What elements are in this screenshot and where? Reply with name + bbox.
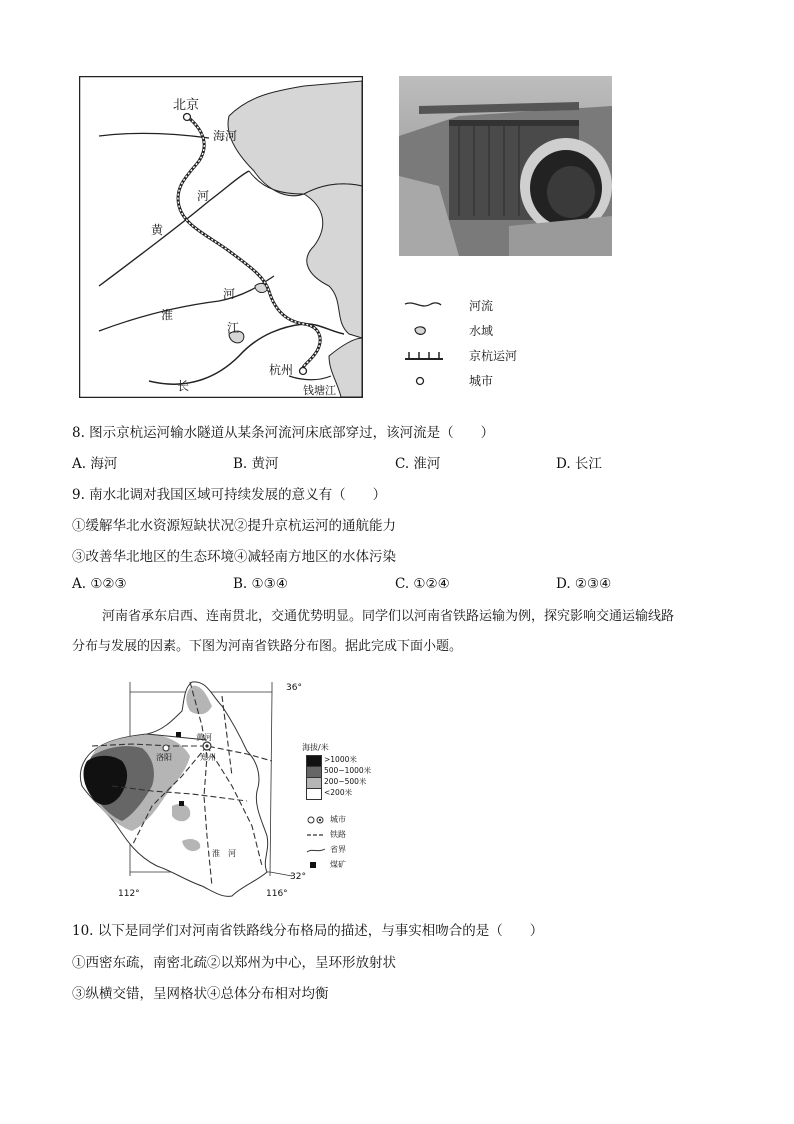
canal-map — [79, 76, 363, 398]
legend-elevation-title: 海拔/米 — [302, 743, 329, 752]
label-hangzhou: 杭州 — [269, 363, 294, 377]
elev-label-200: <200米 — [324, 788, 353, 797]
tunnel-photo-svg — [399, 76, 612, 256]
railway-icon — [306, 830, 326, 840]
water-area-icon — [403, 323, 443, 339]
q8-option-b[interactable]: B. 黄河 — [233, 456, 279, 472]
coal-mine-1 — [176, 732, 181, 737]
q9-statement-line1: ①缓解华北水资源短缺状况②提升京杭运河的通航能力 — [72, 518, 396, 534]
q10-stem: 10. 以下是同学们对河南省铁路线分布格局的描述，与事实相吻合的是（ ） — [72, 923, 544, 939]
elev-label-1000: >1000米 — [324, 755, 357, 764]
city-hangzhou — [300, 368, 307, 375]
q10-statement-line2: ③纵横交错，呈网格状④总体分布相对均衡 — [72, 986, 329, 1002]
q9-stem: 9. 南水北调对我国区域可持续发展的意义有（ ） — [72, 487, 387, 503]
label-he-huai: 河 — [223, 287, 236, 301]
legend-label-river: 河流 — [469, 299, 494, 313]
label-jiang: 江 — [227, 321, 240, 335]
q9-option-c[interactable]: C. ①②④ — [395, 576, 450, 592]
legend-label-coal: 煤矿 — [330, 860, 346, 869]
q8-option-a[interactable]: A. 海河 — [72, 456, 118, 472]
legend-label-city: 城市 — [469, 374, 494, 388]
legend-row-canal — [399, 346, 539, 366]
q9-statement-line2: ③改善华北地区的生态环境④减轻南方地区的水体污染 — [72, 549, 396, 565]
q8-stem: 8. 图示京杭运河输水隧道从某条河流河床底部穿过，该河流是（ ） — [72, 425, 495, 441]
passage-line1: 河南省承东启西、连南贯北，交通优势明显。同学们以河南省铁路运输为例，探究影响交通运输线路 — [102, 609, 675, 624]
q9-option-d[interactable]: D. ②③④ — [556, 576, 612, 592]
legend-label-railway: 铁路 — [330, 830, 346, 839]
canal-icon — [403, 348, 447, 364]
legend-row-river — [399, 296, 539, 316]
coal-mine-icon — [306, 860, 326, 870]
label-hai: 海 — [213, 129, 226, 143]
legend-label-canal: 京杭运河 — [469, 349, 518, 363]
legend-row-city — [399, 371, 539, 391]
city-icon — [403, 373, 443, 389]
label-qiantangjiang: 钱塘江 — [303, 384, 336, 397]
label-luoyang: 洛阳 — [156, 753, 172, 762]
label-lat-32: 32° — [290, 872, 306, 882]
henan-map-legend — [300, 742, 390, 892]
elev-swatch-200 — [306, 788, 322, 800]
label-huanghe: 黄河 — [196, 733, 212, 742]
river-icon — [403, 298, 443, 314]
q9-option-a[interactable]: A. ①②③ — [72, 576, 127, 592]
coal-mine-2 — [179, 801, 184, 806]
label-beijing: 北京 — [173, 98, 200, 113]
q9-option-b[interactable]: B. ①③④ — [233, 576, 288, 592]
label-chang: 长 — [177, 379, 190, 393]
passage-line2: 分布与发展的因素。下图为河南省铁路分布图。据此完成下面小题。 — [72, 639, 463, 654]
city-beijing — [184, 114, 191, 121]
label-he-2: 河 — [197, 189, 210, 203]
q10-statement-line1: ①西密东疏，南密北疏②以郑州为中心，呈环形放射状 — [72, 955, 396, 971]
city-luoyang — [163, 745, 169, 751]
legend-label-city: 城市 — [330, 815, 346, 824]
legend-row-water — [399, 321, 539, 341]
city-icon — [306, 815, 326, 825]
province-border-icon — [306, 845, 326, 855]
legend-label-water: 水域 — [469, 324, 494, 338]
label-huaihe: 淮 河 — [212, 849, 236, 858]
canal-map-svg — [79, 76, 363, 398]
canal-map-legend — [399, 296, 539, 396]
label-lon-116: 116° — [266, 889, 288, 899]
label-lat-36: 36° — [286, 683, 302, 693]
label-he-hai: 河 — [225, 129, 238, 143]
q8-option-d[interactable]: D. 长江 — [556, 456, 602, 472]
legend-label-border: 省界 — [330, 845, 346, 854]
label-lon-112: 112° — [118, 889, 140, 899]
elev-label-200-500: 200~500米 — [324, 777, 367, 786]
elev-label-500-1000: 500~1000米 — [324, 766, 372, 775]
label-huang: 黄 — [151, 223, 164, 237]
label-huai: 淮 — [161, 308, 174, 322]
label-zhengzhou: 郑州 — [200, 753, 216, 762]
tunnel-photo — [399, 76, 612, 256]
q8-option-c[interactable]: C. 淮河 — [395, 456, 441, 472]
